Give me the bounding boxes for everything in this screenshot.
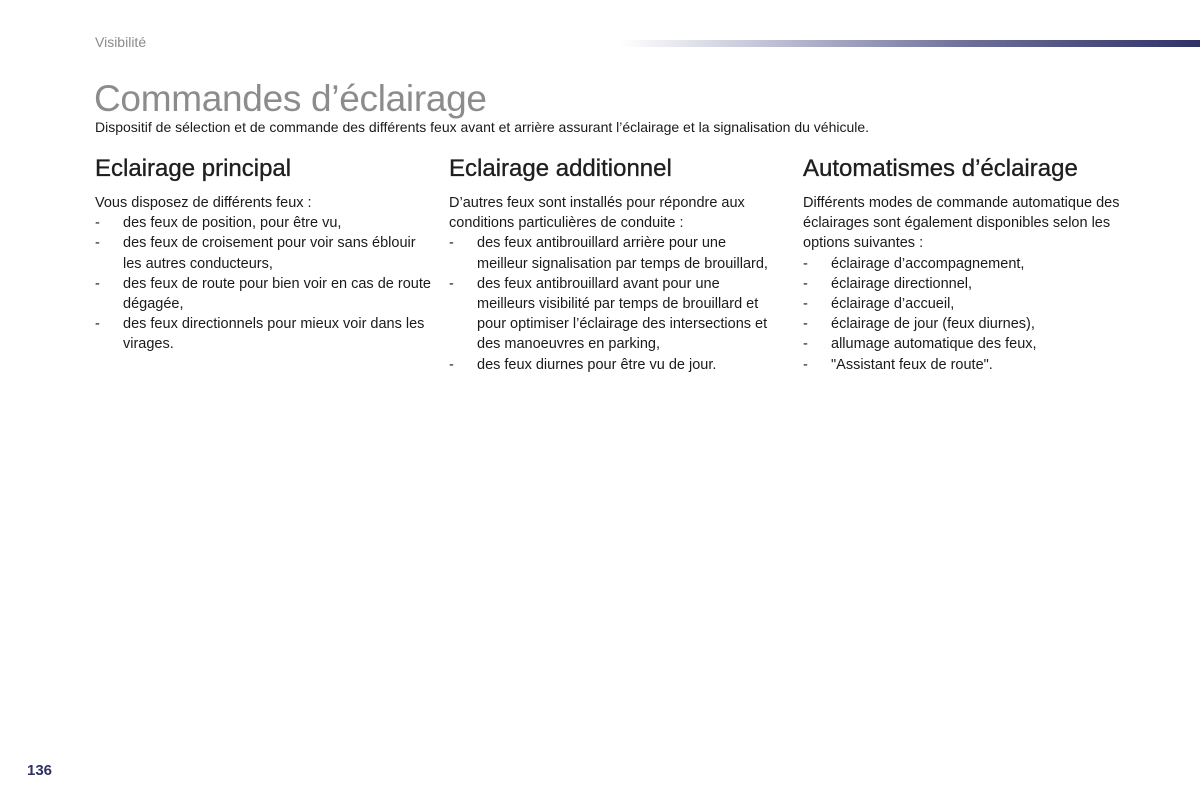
bullet-dash: - (449, 275, 454, 292)
page-subtitle: Dispositif de sélection et de commande des différents feux avant et arrière assurant l’éclairage et la signalisation du véhicule. (95, 119, 870, 135)
list-item (803, 314, 1143, 334)
list-item-text: des feux de croisement pour voir sans éblouir les autres conducteurs, (123, 235, 416, 272)
list-item (803, 355, 1143, 375)
column-heading: Automatismes d’éclairage (803, 155, 1078, 182)
bullet-list (803, 254, 1143, 375)
page-title: Commandes d’éclairage (94, 78, 487, 119)
bullet-dash: - (95, 235, 100, 252)
column-intro: Vous disposez de différents feux : (95, 195, 312, 211)
list-item-text: des feux diurnes pour être vu de jour. (477, 356, 717, 373)
bullet-list (449, 233, 779, 374)
list-item (95, 274, 435, 314)
list-item (95, 213, 435, 233)
bullet-dash: - (95, 215, 100, 232)
list-item (803, 254, 1143, 274)
column-additional-lighting (449, 155, 779, 375)
list-item (449, 355, 779, 375)
list-item-text: éclairage directionnel, (831, 275, 973, 292)
list-item (95, 314, 435, 354)
column-main-lighting (95, 155, 435, 355)
list-item-text: "Assistant feux de route". (831, 356, 993, 373)
bullet-dash: - (803, 336, 808, 353)
list-item-text: éclairage de jour (feux diurnes), (831, 316, 1035, 333)
column-intro: Différents modes de commande automatique des éclairages sont également disponibles selon les options suivantes : (803, 195, 1120, 252)
bullet-dash: - (95, 275, 100, 292)
list-item-text: des feux de route pour bien voir en cas de route dégagée, (123, 275, 431, 313)
bullet-dash: - (803, 296, 808, 313)
list-item (803, 294, 1143, 314)
list-item-text: des feux antibrouillard arrière pour une meilleur signalisation par temps de brouillard, (477, 235, 768, 272)
list-item-text: des feux directionnels pour mieux voir dans les virages. (123, 316, 425, 353)
bullet-dash: - (449, 235, 454, 252)
column-automatic-lighting (803, 155, 1143, 375)
list-item-text: des feux antibrouillard avant pour une meilleurs visibilité par temps de brouillard et pour optimiser l’éclairage des intersections et des manoeuvres en parking, (477, 275, 768, 353)
column-intro: D’autres feux sont installés pour répondre aux conditions particulières de conduite : (449, 195, 745, 232)
list-item (95, 233, 435, 273)
list-item (803, 334, 1143, 354)
section-label: Visibilité (95, 34, 147, 50)
list-item-text: éclairage d’accompagnement, (831, 255, 1025, 272)
bullet-dash: - (449, 356, 454, 373)
list-item (449, 274, 779, 355)
column-heading: Eclairage additionnel (449, 155, 672, 182)
bullet-dash: - (803, 255, 808, 272)
page-number: 136 (27, 762, 53, 779)
bullet-list (95, 213, 435, 354)
list-item-text: des feux de position, pour être vu, (123, 215, 342, 232)
bullet-dash: - (803, 316, 808, 333)
list-item-text: éclairage d’accueil, (831, 296, 955, 313)
column-heading: Eclairage principal (95, 155, 292, 182)
list-item-text: allumage automatique des feux, (831, 336, 1037, 353)
bullet-dash: - (95, 316, 100, 333)
bullet-dash: - (803, 356, 808, 373)
list-item (449, 233, 779, 273)
header-gradient-rule (620, 40, 1200, 47)
bullet-dash: - (803, 275, 808, 292)
list-item (803, 274, 1143, 294)
